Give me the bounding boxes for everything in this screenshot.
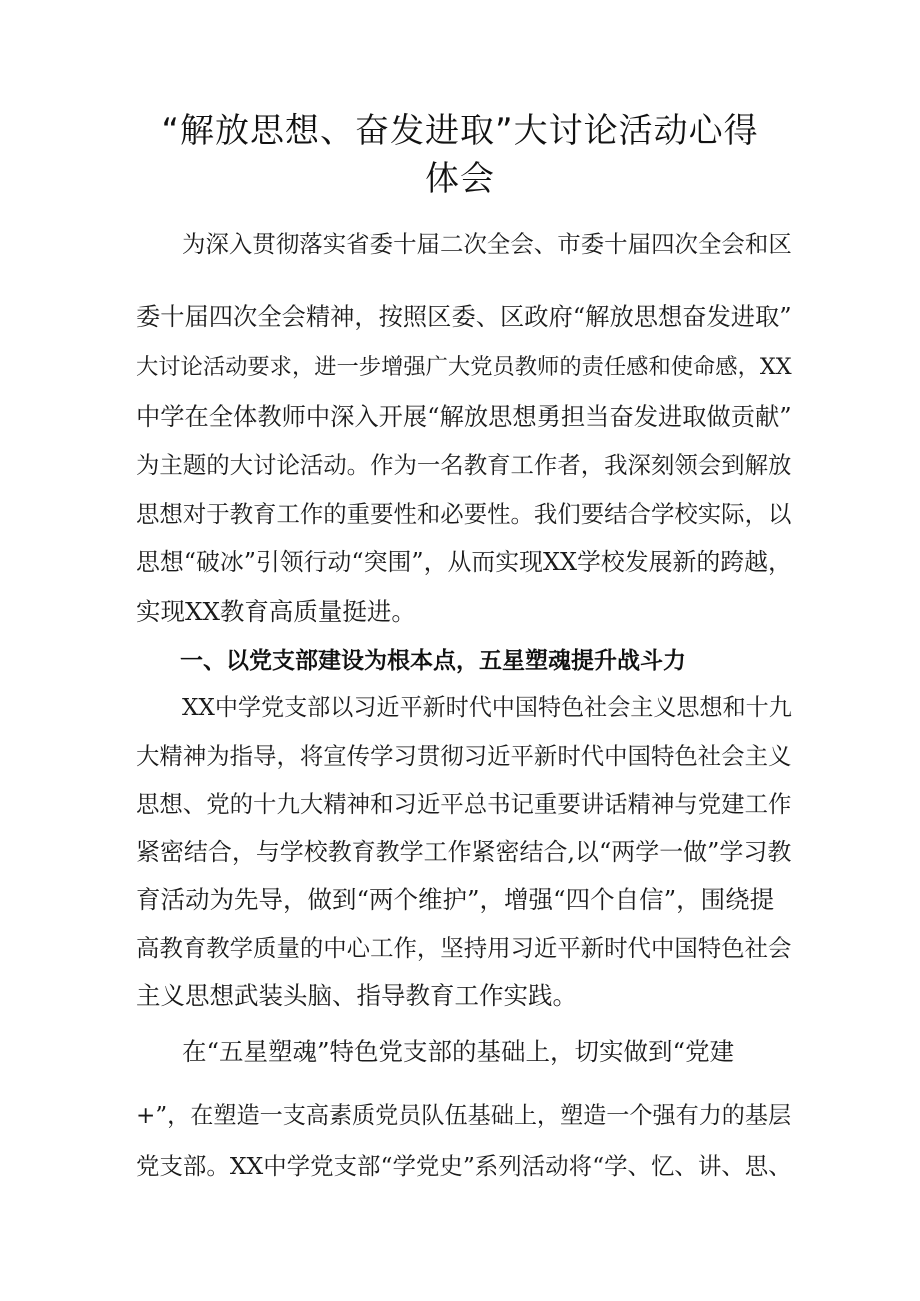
- document-title-line-2: 体会: [425, 159, 495, 199]
- paragraph-1-line-7: 思想“破冰”引领行动“突围”，从而实现XX学校发展新的跨越，: [136, 548, 792, 576]
- paragraph-3-line-1: 在“五星塑魂”特色党支部的基础上，切实做到“党建: [182, 1037, 735, 1066]
- paragraph-2-line-6: 高教育教学质量的中心工作，坚持用习近平新时代中国特色社会: [136, 934, 792, 962]
- paragraph-1-line-3: 大讨论活动要求，进一步增强广大党员教师的责任感和使命感，XX: [136, 354, 792, 380]
- paragraph-3-line-3: 党支部。XX中学党支部“学党史”系列活动将“学、忆、讲、思、: [136, 1152, 792, 1180]
- paragraph-1-line-2: 委十届四次全会精神，按照区委、区政府“解放思想奋发进取”: [136, 302, 792, 331]
- paragraph-2-line-5: 育活动为先导，做到“两个维护”，增强“四个自信”，围绕提: [136, 885, 775, 914]
- paragraph-1-line-4: 中学在全体教师中深入开展“解放思想勇担当奋发进取做贡献”: [136, 402, 792, 431]
- paragraph-2-line-7: 主义思想武装头脑、指导教育工作实践。: [136, 981, 577, 1010]
- section-heading-1: 一、以党支部建设为根本点，五星塑魂提升战斗力: [180, 648, 686, 674]
- paragraph-2-line-4: 紧密结合，与学校教育教学工作紧密结合,以“两学一做”学习教: [136, 838, 792, 866]
- paragraph-3-line-2: +”，在塑造一支高素质党员队伍基础上，塑造一个强有力的基层: [136, 1103, 792, 1129]
- paragraph-2-line-1: XX中学党支部以习近平新时代中国特色社会主义思想和十九: [182, 695, 792, 721]
- paragraph-1-line-5: 为主题的大讨论活动。作为一名教育工作者，我深刻领会到解放: [136, 451, 792, 479]
- paragraph-1-line-6: 思想对于教育工作的重要性和必要性。我们要结合学校实际，以: [136, 500, 792, 528]
- paragraph-2-line-3: 思想、党的十九大精神和习近平总书记重要讲话精神与党建工作: [136, 790, 792, 818]
- document-title-line-1: “解放思想、奋发进取”大讨论活动心得: [161, 111, 759, 151]
- paragraph-1-line-8: 实现XX教育高质量挺进。: [136, 597, 416, 626]
- paragraph-2-line-2: 大精神为指导，将宣传学习贯彻习近平新时代中国特色社会主义: [136, 742, 792, 770]
- paragraph-1-line-1: 为深入贯彻落实省委十届二次全会、市委十届四次全会和区: [182, 230, 792, 258]
